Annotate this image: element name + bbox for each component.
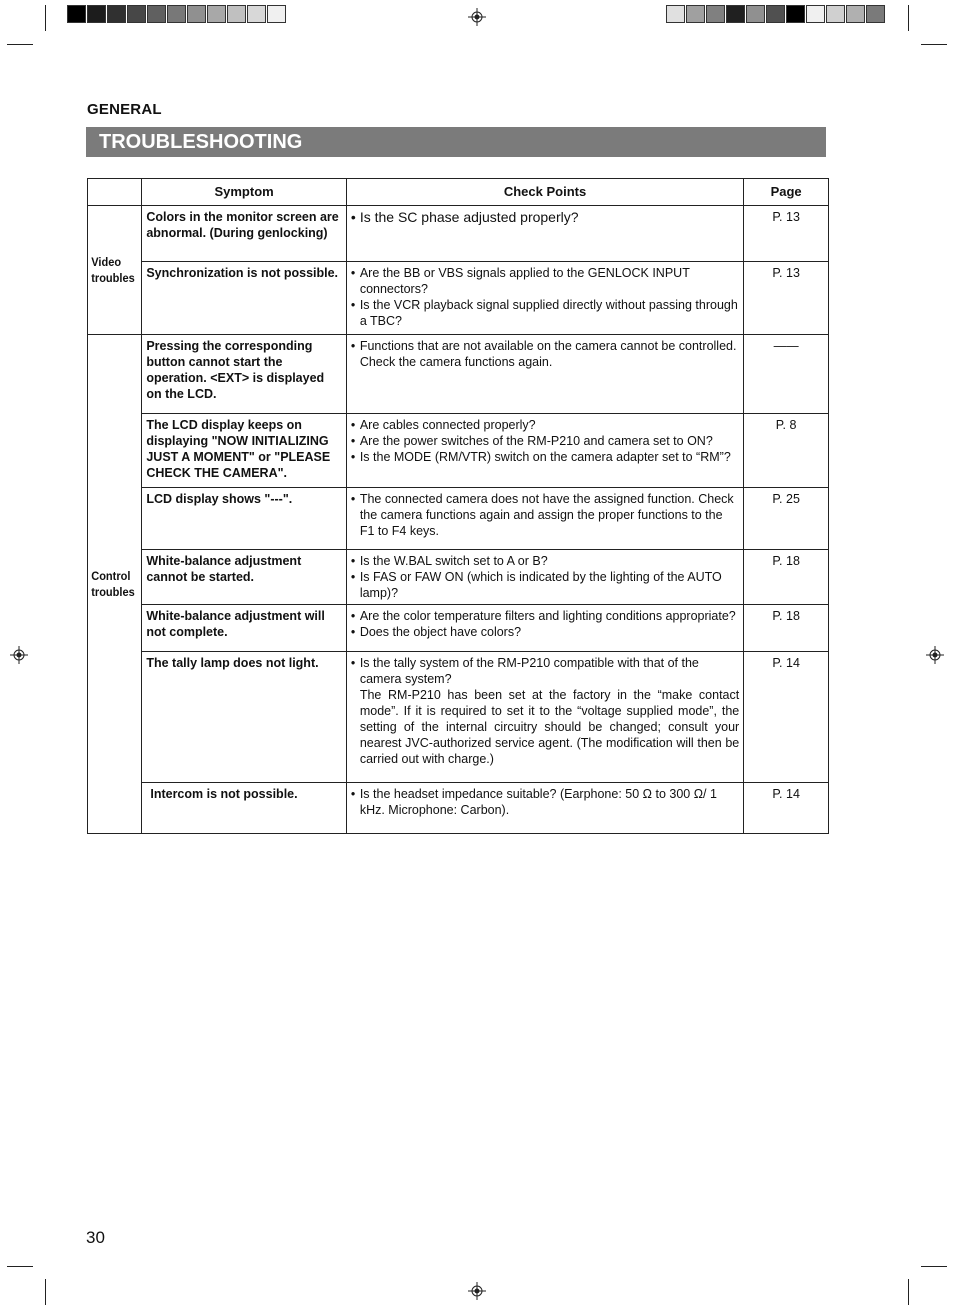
page-ref: P. 18 (744, 550, 829, 605)
check-points-cell: • Is the headset impedance suitable? (Earphone: 50 Ω to 300 Ω/ 1 kHz. Microphone: Carbon). (346, 783, 743, 834)
table-row (88, 652, 829, 783)
color-swatch (746, 5, 765, 23)
color-swatch (227, 5, 246, 23)
crop-mark (45, 5, 46, 31)
page-ref: P. 14 (744, 783, 829, 834)
page-ref: P. 13 (744, 206, 829, 262)
color-swatch (866, 5, 885, 23)
symptom-cell: Synchronization is not possible. (142, 262, 346, 335)
check-point: Is the tally system of the RM-P210 compatible with that of the camera system? (359, 656, 699, 686)
registration-mark-icon (10, 646, 28, 664)
table-row (88, 783, 829, 834)
color-swatch (726, 5, 745, 23)
symptom-cell: LCD display shows "---". (142, 488, 346, 550)
page-title: TROUBLESHOOTING (99, 131, 303, 153)
color-swatch (766, 5, 785, 23)
crop-mark (908, 5, 909, 31)
registration-mark-icon (468, 1282, 486, 1300)
check-point: Is the VCR playback signal supplied directly without passing through a TBC? (359, 298, 738, 328)
check-points-cell: • Are cables connected properly? • Are the power switches of the RM-P210 and camera set to ON? • Is the MODE (RM/VTR) switch on the camera adapter set to “RM”? (346, 414, 743, 488)
page-number: 30 (86, 1228, 105, 1247)
check-points-cell: • Functions that are not available on the camera cannot be controlled. Check the camera functions again. (346, 335, 743, 414)
color-swatch (167, 5, 186, 23)
symptom-cell: Intercom is not possible. (142, 783, 346, 834)
page-ref: —— (744, 335, 829, 414)
table-row (88, 488, 829, 550)
crop-mark (45, 1279, 46, 1305)
category-control-troubles: Control troubles (88, 335, 138, 834)
header-check-points: Check Points (346, 179, 743, 206)
check-points-cell: • Is the tally system of the RM-P210 compatible with that of the camera system? The RM-P210 has been set at the factory in the “make contact mode”. If it is required to set it to the “voltage supplied mode”, the setting of the internal circuitry should be changed; consult your nearest JVC-authorized service agent. (The modification will then be carried out with charge.) (346, 652, 743, 783)
check-points-cell: • The connected camera does not have the assigned function. Check the camera functions again and assign the proper functions to the F1 to F4 keys. (346, 488, 743, 550)
check-points-cell: • Are the color temperature filters and lighting conditions appropriate? • Does the object have colors? (346, 605, 743, 652)
crop-mark (7, 1266, 33, 1267)
crop-mark (908, 1279, 909, 1305)
check-point: Are the power switches of the RM-P210 and camera set to ON? (359, 434, 713, 448)
color-swatch (147, 5, 166, 23)
check-point: Are cables connected properly? (359, 418, 536, 432)
check-point: Are the BB or VBS signals applied to the GENLOCK INPUT connectors? (359, 266, 690, 296)
table-header-row (88, 179, 829, 206)
troubleshooting-table (87, 178, 829, 834)
crop-mark (7, 44, 33, 45)
table-row (88, 414, 829, 488)
check-point: The connected camera does not have the assigned function. Check the camera functions again and assign the proper functions to the F1 to F4 keys. (359, 492, 734, 538)
check-points-cell: • Is the SC phase adjusted properly? (346, 206, 743, 262)
symptom-cell: Colors in the monitor screen are abnormal. (During genlocking) (142, 206, 346, 262)
symptom-cell: White-balance adjustment cannot be started. (142, 550, 346, 605)
check-point: Is FAS or FAW ON (which is indicated by the lighting of the AUTO lamp)? (359, 570, 722, 600)
table-row (88, 206, 829, 262)
color-swatch (247, 5, 266, 23)
color-swatch (686, 5, 705, 23)
check-point: Is the SC phase adjusted properly? (359, 209, 579, 225)
table-row (88, 335, 829, 414)
symptom-cell: The tally lamp does not light. (142, 652, 346, 783)
registration-mark-icon (926, 646, 944, 664)
crop-mark (921, 1266, 947, 1267)
page-ref: P. 25 (744, 488, 829, 550)
table-row (88, 262, 829, 335)
page-ref: P. 8 (744, 414, 829, 488)
symptom-cell: Pressing the corresponding button cannot start the operation. <EXT> is displayed on the LCD. (142, 335, 346, 414)
page-ref: P. 14 (744, 652, 829, 783)
color-swatch (67, 5, 86, 23)
color-swatch (207, 5, 226, 23)
check-point: Is the MODE (RM/VTR) switch on the camera adapter set to “RM”? (359, 450, 731, 464)
color-swatch (706, 5, 725, 23)
header-page: Page (744, 179, 829, 206)
check-point-note: The RM-P210 has been set at the factory in the “make contact mode”. If it is required to set it to the “voltage supplied mode”, the setting of the internal circuitry should be changed; consult your nearest JVC-authorized service agent. (The modification will then be carried out with charge.) (359, 688, 740, 766)
header-symptom: Symptom (142, 179, 346, 206)
color-swatch (87, 5, 106, 23)
color-swatch (806, 5, 825, 23)
color-swatch (127, 5, 146, 23)
section-label: GENERAL (87, 101, 162, 118)
color-swatch (666, 5, 685, 23)
table-row (88, 605, 829, 652)
page-ref: P. 18 (744, 605, 829, 652)
check-point: Does the object have colors? (359, 625, 522, 639)
table-row (88, 550, 829, 605)
color-swatch (786, 5, 805, 23)
crop-mark (921, 44, 947, 45)
color-swatch (107, 5, 126, 23)
category-video-troubles: Video troubles (88, 206, 138, 335)
color-swatch (846, 5, 865, 23)
check-point: Are the color temperature filters and lighting conditions appropriate? (359, 609, 736, 623)
check-points-cell: • Is the W.BAL switch set to A or B? • Is FAS or FAW ON (which is indicated by the lighting of the AUTO lamp)? (346, 550, 743, 605)
registration-mark-icon (468, 8, 486, 26)
symptom-cell: White-balance adjustment will not complete. (142, 605, 346, 652)
check-points-cell: • Are the BB or VBS signals applied to the GENLOCK INPUT connectors? • Is the VCR playback signal supplied directly without passing through a TBC? (346, 262, 743, 335)
check-point: Functions that are not available on the camera cannot be controlled. Check the camera functions again. (359, 339, 737, 369)
check-point: Is the W.BAL switch set to A or B? (359, 554, 548, 568)
symptom-cell: The LCD display keeps on displaying "NOW INITIALIZING JUST A MOMENT" or "PLEASE CHECK THE CAMERA". (142, 414, 346, 488)
page-title-bar (86, 127, 826, 157)
page-ref: P. 13 (744, 262, 829, 335)
color-swatch (826, 5, 845, 23)
header-category (88, 179, 142, 206)
color-swatch (267, 5, 286, 23)
color-swatch (187, 5, 206, 23)
check-point: Is the headset impedance suitable? (Earphone: 50 Ω to 300 Ω/ 1 kHz. Microphone: Carbon). (359, 787, 717, 817)
